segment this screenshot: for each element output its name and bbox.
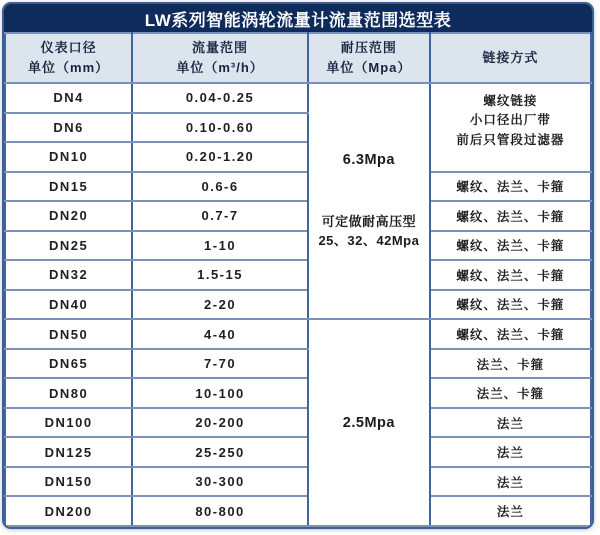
table-row [5,260,591,290]
header-flow-line1: 流量范围 [192,39,249,55]
connection-small-line2: 小口径出厂带 [469,113,551,128]
flow-range-cell: 7-70 [132,349,308,379]
connection-cell: 螺纹、法兰、卡箍 [430,231,591,261]
diameter-cell: DN4 [5,83,132,113]
connection-cell: 法兰、卡箍 [430,349,591,379]
flow-range-cell: 80-800 [132,496,308,526]
flow-range-cell: 0.20-1.20 [132,142,308,172]
connection-cell: 螺纹、法兰、卡箍 [430,201,591,231]
table-title: LW系列智能涡轮流量计流量范围选型表 [4,4,592,32]
header-pressure-line2: 单位（Mpa） [326,60,412,75]
diameter-cell: DN125 [5,437,132,467]
connection-cell: 螺纹、法兰、卡箍 [430,290,591,320]
flow-range-cell: 4-40 [132,319,308,349]
connection-cell: 螺纹、法兰、卡箍 [430,319,591,349]
flow-range-cell: 2-20 [132,290,308,320]
connection-cell: 法兰 [430,496,591,526]
header-diameter-line2: 单位（mm） [28,60,110,75]
connection-cell: 螺纹、法兰、卡箍 [430,172,591,202]
connection-cell: 螺纹、法兰、卡箍 [430,260,591,290]
header-diameter-line1: 仪表口径 [40,39,97,55]
diameter-cell: DN65 [5,349,132,379]
pressure-cell-low-group [308,319,430,526]
connection-small-line3: 前后只管段过滤器 [456,132,565,147]
flow-range-cell: 10-100 [132,378,308,408]
flow-range-cell: 1-10 [132,231,308,261]
table-row [5,408,591,438]
connection-cell: 法兰 [430,437,591,467]
table-row [5,319,591,349]
selection-table-panel [2,2,594,529]
header-pressure-line1: 耐压范围 [340,39,397,55]
diameter-cell: DN200 [5,496,132,526]
diameter-cell: DN40 [5,290,132,320]
header-row [5,33,591,83]
flow-range-cell: 0.7-7 [132,201,308,231]
table-row [5,378,591,408]
diameter-cell: DN15 [5,172,132,202]
diameter-cell: DN6 [5,113,132,143]
connection-small-line1: 螺纹链接 [483,94,538,108]
header-connection: 链接方式 [430,33,591,83]
diameter-cell: DN50 [5,319,132,349]
pressure-low-value: 2.5Mpa [342,414,395,431]
diameter-cell: DN80 [5,378,132,408]
diameter-cell: DN100 [5,408,132,438]
pressure-high-note-line2: 25、32、42Mpa [318,233,420,249]
table-row [5,467,591,497]
table-row [5,496,591,526]
pressure-high-note [318,212,419,251]
flow-range-cell: 25-250 [132,437,308,467]
table-row [5,290,591,320]
table-row [5,437,591,467]
header-diameter [5,33,132,83]
table-row [5,201,591,231]
flow-range-cell: 0.04-0.25 [132,83,308,113]
header-flow-range [132,33,308,83]
pressure-high-value: 6.3Mpa [342,151,395,168]
table-row [5,349,591,379]
flow-range-cell: 30-300 [132,467,308,497]
flow-range-cell: 1.5-15 [132,260,308,290]
header-flow-line2: 单位（m³/h） [176,60,264,75]
flow-range-cell: 20-200 [132,408,308,438]
flow-range-cell: 0.10-0.60 [132,113,308,143]
header-pressure-range [308,33,430,83]
connection-cell-small-diameter [430,83,591,172]
diameter-cell: DN32 [5,260,132,290]
diameter-cell: DN150 [5,467,132,497]
table-row [5,172,591,202]
flow-range-cell: 0.6-6 [132,172,308,202]
table-row [5,83,591,113]
diameter-cell: DN20 [5,201,132,231]
selection-table [4,32,592,527]
connection-cell: 法兰 [430,408,591,438]
pressure-cell-high-group [308,83,430,319]
connection-cell: 法兰、卡箍 [430,378,591,408]
pressure-high-note-line1: 可定做耐高压型 [321,213,417,229]
diameter-cell: DN10 [5,142,132,172]
connection-cell: 法兰 [430,467,591,497]
table-row [5,231,591,261]
diameter-cell: DN25 [5,231,132,261]
